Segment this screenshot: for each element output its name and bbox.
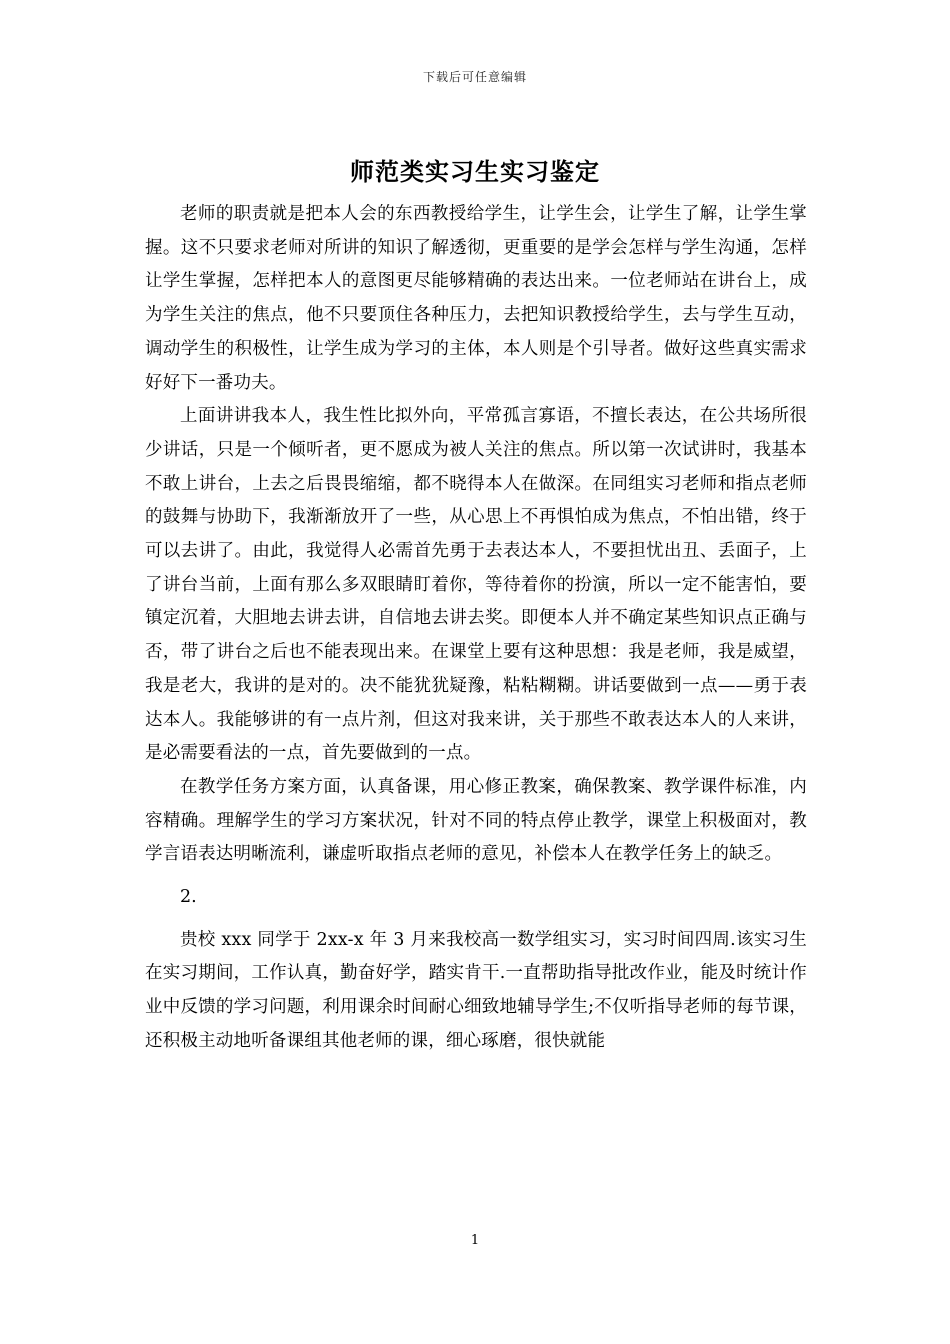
document-title: 师范类实习生实习鉴定 xyxy=(350,158,600,186)
page-header: 下载后可任意编辑 xyxy=(422,70,527,84)
paragraph: 上面讲讲我本人，我生性比拟外向，平常孤言寡语，不擅长表达，在公共场所很少讲话，只是一个倾听者，更不愿成为被人关注的焦点。所以第一次试讲时，我基本不敢上讲台，上去之后畏畏缩缩，都不晓得本人在做深。在同组实习老师和指点老师的鼓舞与协助下，我渐渐放开了一些，从心思上不再惧怕成为焦点，不怕出错，终于可以去讲了。由此，我觉得人必需首先勇于去表达本人，不要担忧出丑、丢面子，上了讲台当前，上面有那么多双眼睛盯着你，等待着你的扮演，所以一定不能害怕，要镇定沉着，大胆地去讲去讲，自信地去讲去奖。即便本人并不确定某些知识点正确与否，带了讲台之后也不能表现出来。在课堂上要有这种思想：我是老师，我是威望，我是老大，我讲的是对的。决不能犹犹疑豫，粘粘糊糊。讲话要做到一点——勇于表达本人。我能够讲的有一点片剂，但这对我来讲，关于那些不敢表达本人的人来讲，是必需要看法的一点，首先要做到的一点。 xyxy=(145,406,807,764)
page-number: 1 xyxy=(470,1233,480,1248)
paragraph: 在教学任务方案方面，认真备课，用心修正教案，确保教案、教学课件标准，内容精确。理解学生的学习方案状况，针对不同的特点停止教学，课堂上积极面对，教学言语表达明晰流利，谦虚听取指点老师的意见，补偿本人在教学任务上的缺乏。 xyxy=(145,776,807,865)
paragraph: 老师的职责就是把本人会的东西教授给学生，让学生会，让学生了解，让学生掌握。这不只要求老师对所讲的知识了解透彻，更重要的是学会怎样与学生沟通，怎样让学生掌握，怎样把本人的意图更尽能够精确的表达出来。一位老师站在讲台上，成为学生关注的焦点，他不只要顶住各种压力，去把知识教授给学生，去与学生互动，调动学生的积极性，让学生成为学习的主体，本人则是个引导者。做好这些真实需求好好下一番功夫。 xyxy=(145,204,807,393)
paragraph: 贵校 xxx 同学于 2xx-x 年 3 月来我校高一数学组实习，实习时间四周.该实习生在实习期间，工作认真，勤奋好学，踏实肯干.一直帮助指导批改作业，能及时统计作业中反馈的学习问题，利用课余时间耐心细致地辅导学生;不仅听指导老师的每节课，还积极主动地听备课组其他老师的课，细心琢磨，很快就能 xyxy=(145,929,807,1051)
document-body xyxy=(145,198,807,1059)
section-number: 2. xyxy=(180,887,197,908)
